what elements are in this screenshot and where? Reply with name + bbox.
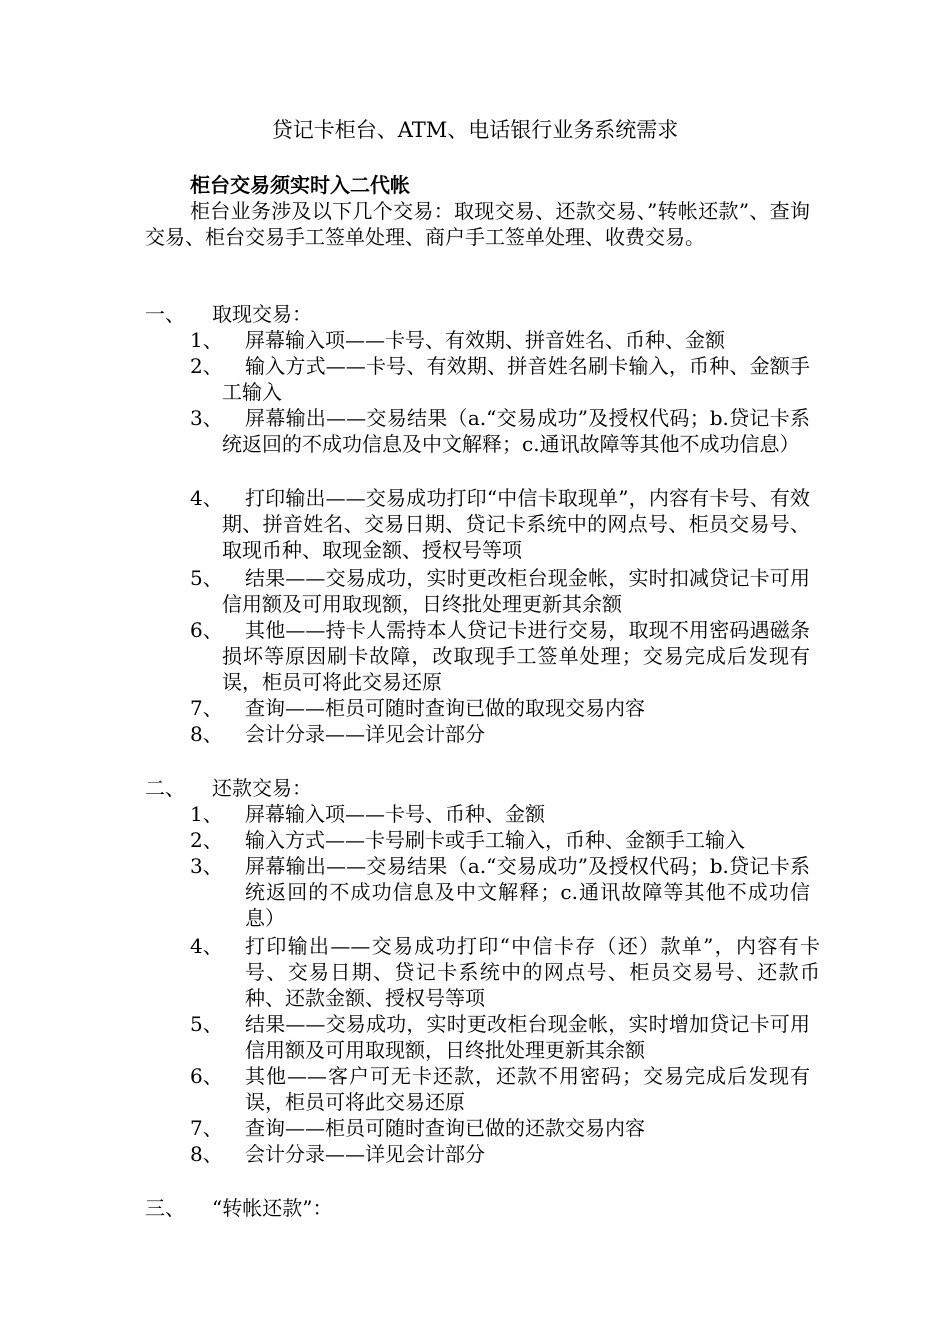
section-heading: “转帐还款”： <box>212 1196 333 1220</box>
item-text: 输入方式——卡号、有效期、拼音姓名刷卡输入，币种、金额手工输入 <box>222 354 810 404</box>
item-number: 5、 <box>190 1012 223 1036</box>
item-number: 6、 <box>190 1064 223 1088</box>
item-text: 屏幕输入项——卡号、有效期、拼音姓名、币种、金额 <box>245 328 725 352</box>
item-text: 查询——柜员可随时查询已做的取现交易内容 <box>245 696 645 720</box>
section-heading: 取现交易： <box>212 302 312 326</box>
document-title: 贷记卡柜台、ATM、电话银行业务系统需求 <box>271 118 679 142</box>
item-number: 3、 <box>190 406 223 430</box>
section-number: 一、 <box>145 302 185 326</box>
section-subheading: 柜台交易须实时入二代帐 <box>190 173 410 197</box>
item-text: 打印输出——交易成功打印“中信卡取现单”，内容有卡号、有效期、拼音姓名、交易日期、贷记卡系统中的网点号、柜员交易号、取现币种、取现金额、授权号等项 <box>222 486 810 562</box>
item-number: 1、 <box>190 802 223 826</box>
item-number: 4、 <box>190 486 223 510</box>
item-text: 会计分录——详见会计部分 <box>245 1142 485 1166</box>
item-text: 屏幕输出——交易结果（a.“交易成功”及授权代码；b.贷记卡系统返回的不成功信息及中文解释；c.通讯故障等其他不成功信息） <box>245 854 810 930</box>
item-text: 查询——柜员可随时查询已做的还款交易内容 <box>245 1116 645 1140</box>
item-text: 屏幕输入项——卡号、币种、金额 <box>245 802 545 826</box>
item-number: 2、 <box>190 354 223 378</box>
item-text: 打印输出——交易成功打印“中信卡存（还）款单”，内容有卡号、交易日期、贷记卡系统中的网点号、柜员交易号、还款币种、还款金额、授权号等项 <box>245 934 820 1010</box>
item-text: 其他——客户可无卡还款，还款不用密码；交易完成后发现有误，柜员可将此交易还原 <box>245 1064 810 1114</box>
intro-paragraph: 柜台业务涉及以下几个交易：取现交易、还款交易、”转帐还款”、查询交易、柜台交易手工签单处理、商户手工签单处理、收费交易。 <box>145 199 810 249</box>
item-number: 8、 <box>190 722 223 746</box>
item-text: 输入方式——卡号刷卡或手工输入，币种、金额手工输入 <box>245 828 745 852</box>
item-text: 会计分录——详见会计部分 <box>245 722 485 746</box>
section-number: 二、 <box>145 776 185 800</box>
item-text: 其他——持卡人需持本人贷记卡进行交易，取现不用密码遇磁条损坏等原因刷卡故障，改取现手工签单处理；交易完成后发现有误，柜员可将此交易还原 <box>222 618 810 694</box>
item-number: 7、 <box>190 696 223 720</box>
item-number: 8、 <box>190 1142 223 1166</box>
item-text: 屏幕输出——交易结果（a.“交易成功”及授权代码；b.贷记卡系统返回的不成功信息及中文解释；c.通讯故障等其他不成功信息） <box>222 406 810 456</box>
item-number: 2、 <box>190 828 223 852</box>
item-number: 4、 <box>190 934 223 958</box>
item-number: 6、 <box>190 618 223 642</box>
item-number: 3、 <box>190 854 223 878</box>
item-number: 1、 <box>190 328 223 352</box>
item-text: 结果——交易成功，实时更改柜台现金帐，实时扣减贷记卡可用信用额及可用取现额，日终批处理更新其余额 <box>222 566 810 616</box>
section-heading: 还款交易： <box>212 776 312 800</box>
section-number: 三、 <box>145 1196 185 1220</box>
item-number: 5、 <box>190 566 223 590</box>
item-number: 7、 <box>190 1116 223 1140</box>
item-text: 结果——交易成功，实时更改柜台现金帐，实时增加贷记卡可用信用额及可用取现额，日终批处理更新其余额 <box>245 1012 810 1062</box>
